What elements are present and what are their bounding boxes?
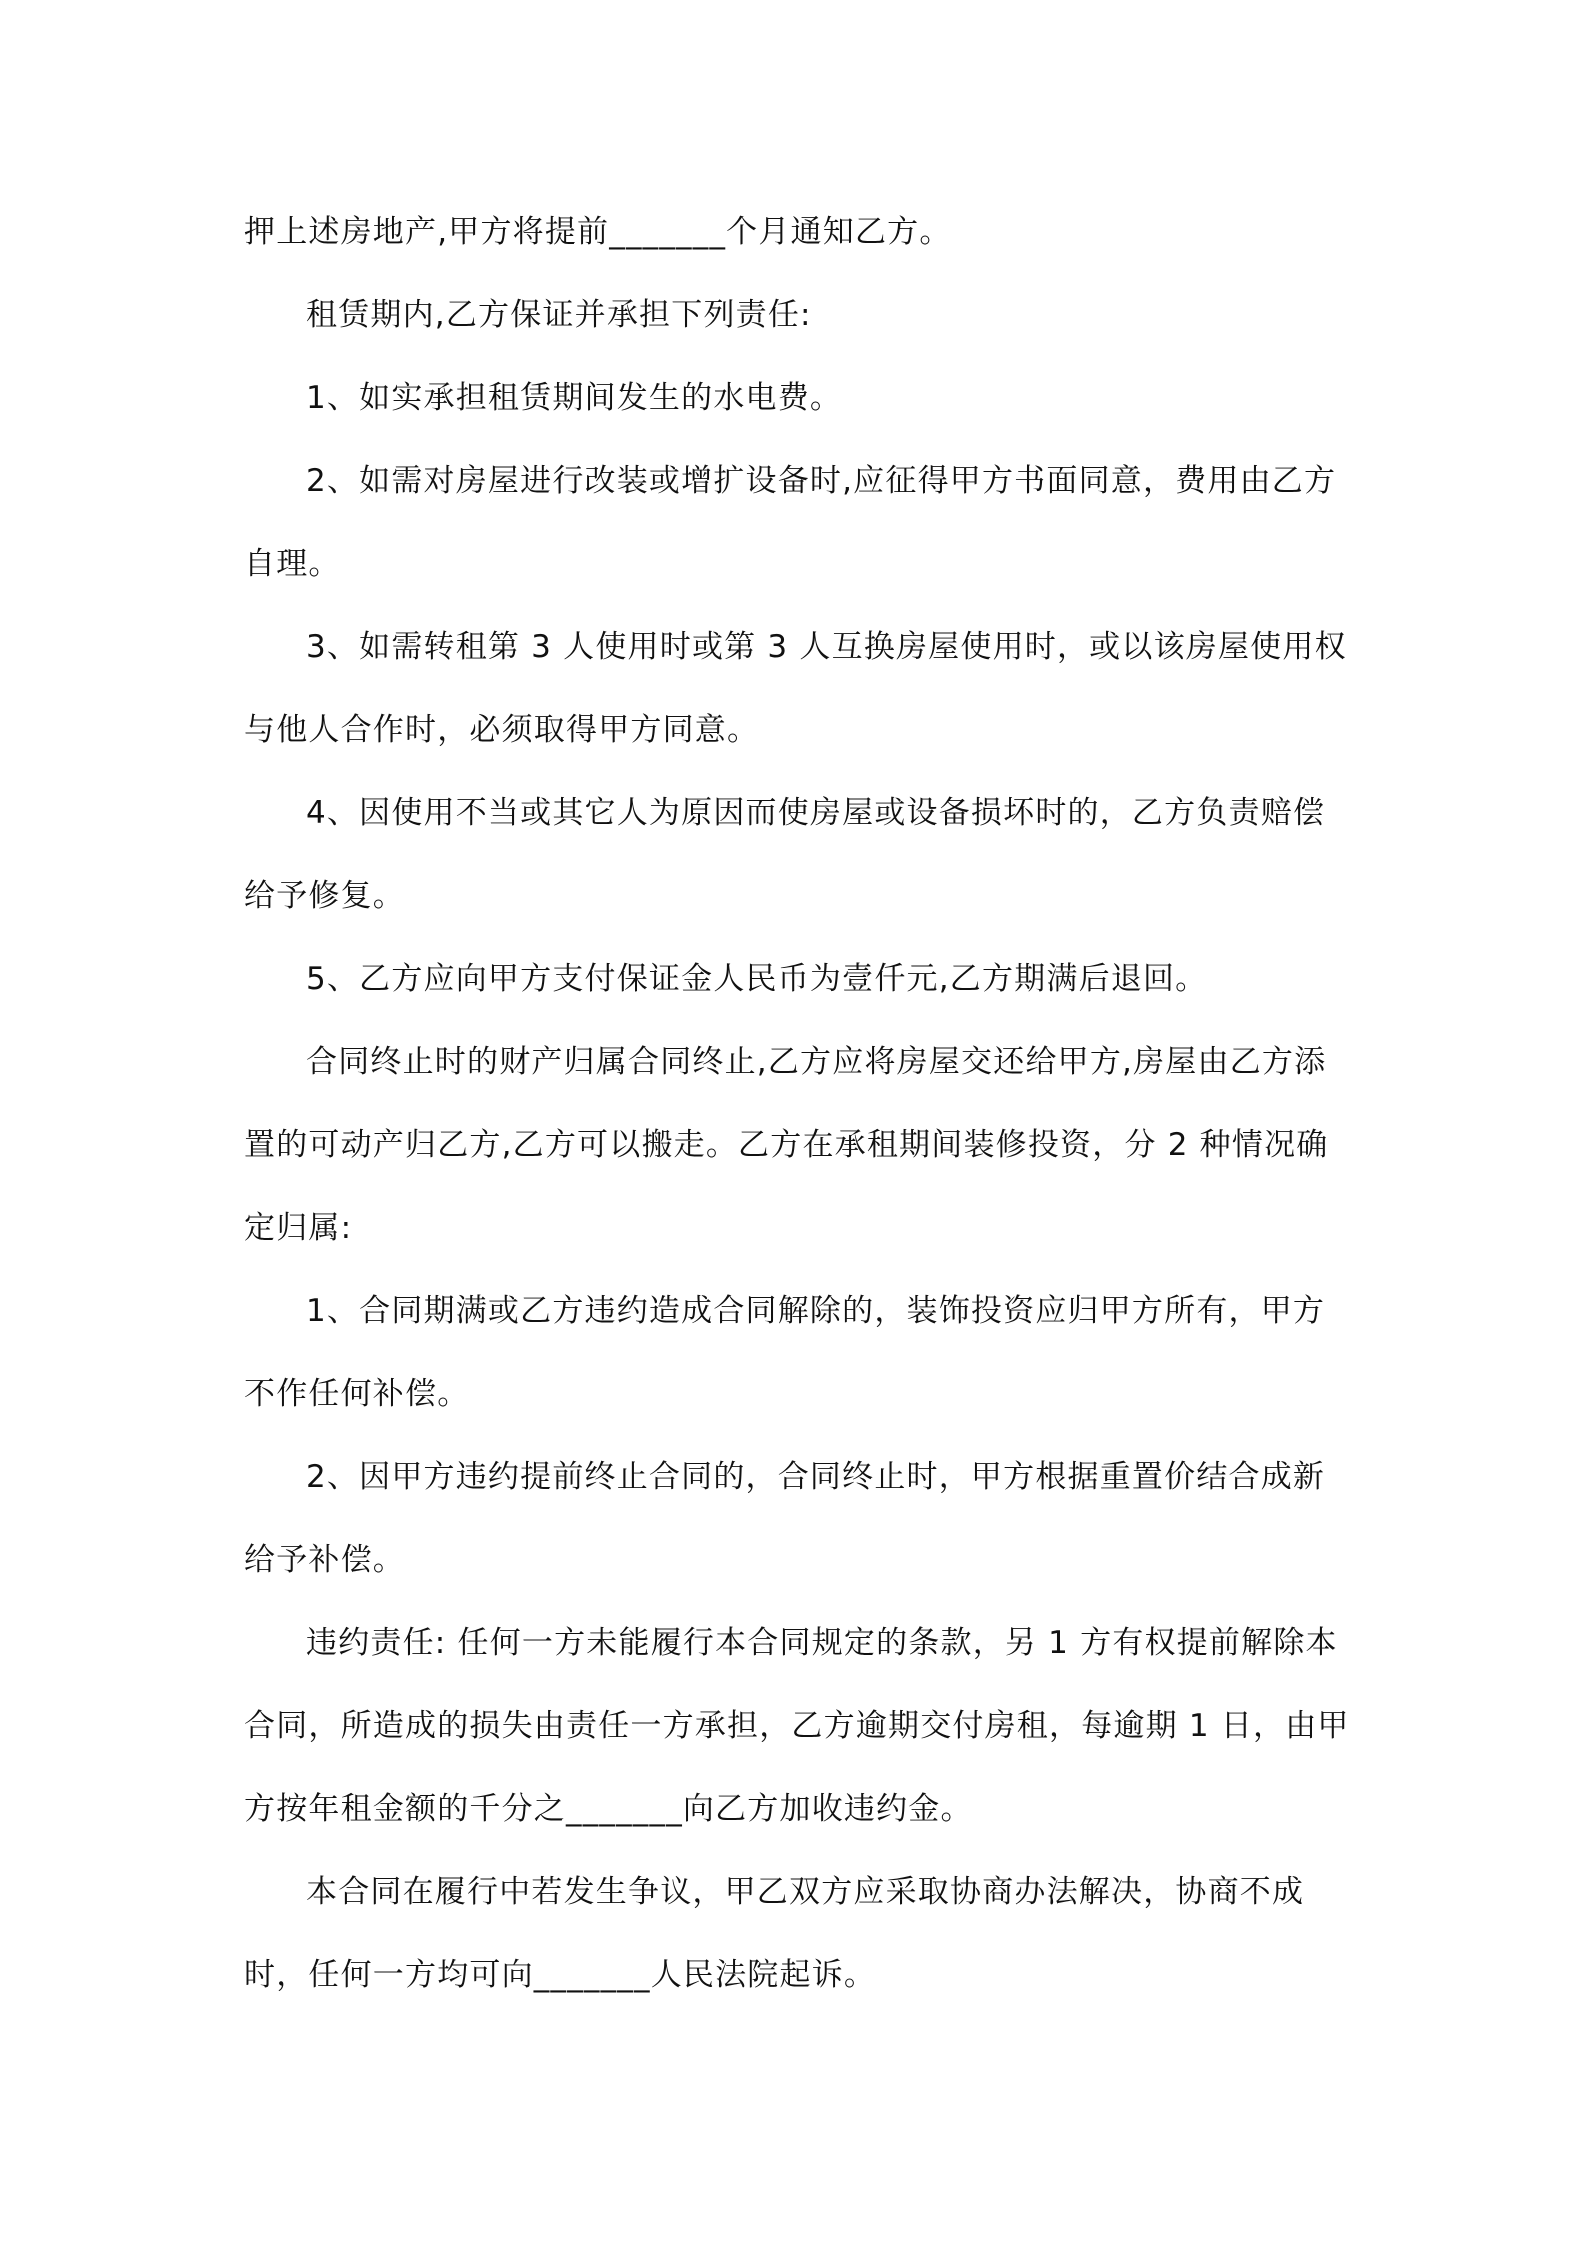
- paragraph-12: 本合同在履行中若发生争议，甲乙双方应采取协商办法解决，协商不成时，任何一方均可向_______人民法院起诉。: [244, 1874, 1305, 1993]
- paragraph-3: 1、如实承担租赁期间发生的水电费。: [306, 380, 843, 416]
- paragraph-9: 1、合同期满或乙方违约造成合同解除的，装饰投资应归甲方所有，甲方不作任何补偿。: [244, 1293, 1326, 1412]
- paragraph-10: 2、因甲方违约提前终止合同的，合同终止时，甲方根据重置价结合成新给予补偿。: [244, 1459, 1326, 1578]
- paragraph-6: 4、因使用不当或其它人为原因而使房屋或设备损坏时的，乙方负责赔偿给予修复。: [244, 795, 1326, 914]
- paragraph-2: 租赁期内,乙方保证并承担下列责任:: [306, 297, 812, 333]
- paragraph-7: 5、乙方应向甲方支付保证金人民币为壹仟元,乙方期满后退回。: [306, 961, 1208, 997]
- paragraph-11: 违约责任: 任何一方未能履行本合同规定的条款，另 1 方有权提前解除本合同，所造成的损失由责任一方承担，乙方逾期交付房租，每逾期 1 日，由甲方按年租金额的千分之_______向乙方加收违约金。: [244, 1625, 1350, 1827]
- paragraph-1: 押上述房地产,甲方将提前_______个月通知乙方。: [244, 214, 952, 250]
- paragraph-8: 合同终止时的财产归属合同终止,乙方应将房屋交还给甲方,房屋由乙方添置的可动产归乙方,乙方可以搬走。乙方在承租期间装修投资，分 2 种情况确定归属:: [244, 1044, 1329, 1246]
- paragraph-5: 3、如需转租第 3 人使用时或第 3 人互换房屋使用时，或以该房屋使用权与他人合作时，必须取得甲方同意。: [244, 629, 1347, 748]
- paragraph-4: 2、如需对房屋进行改装或增扩设备时,应征得甲方书面同意，费用由乙方自理。: [244, 463, 1337, 582]
